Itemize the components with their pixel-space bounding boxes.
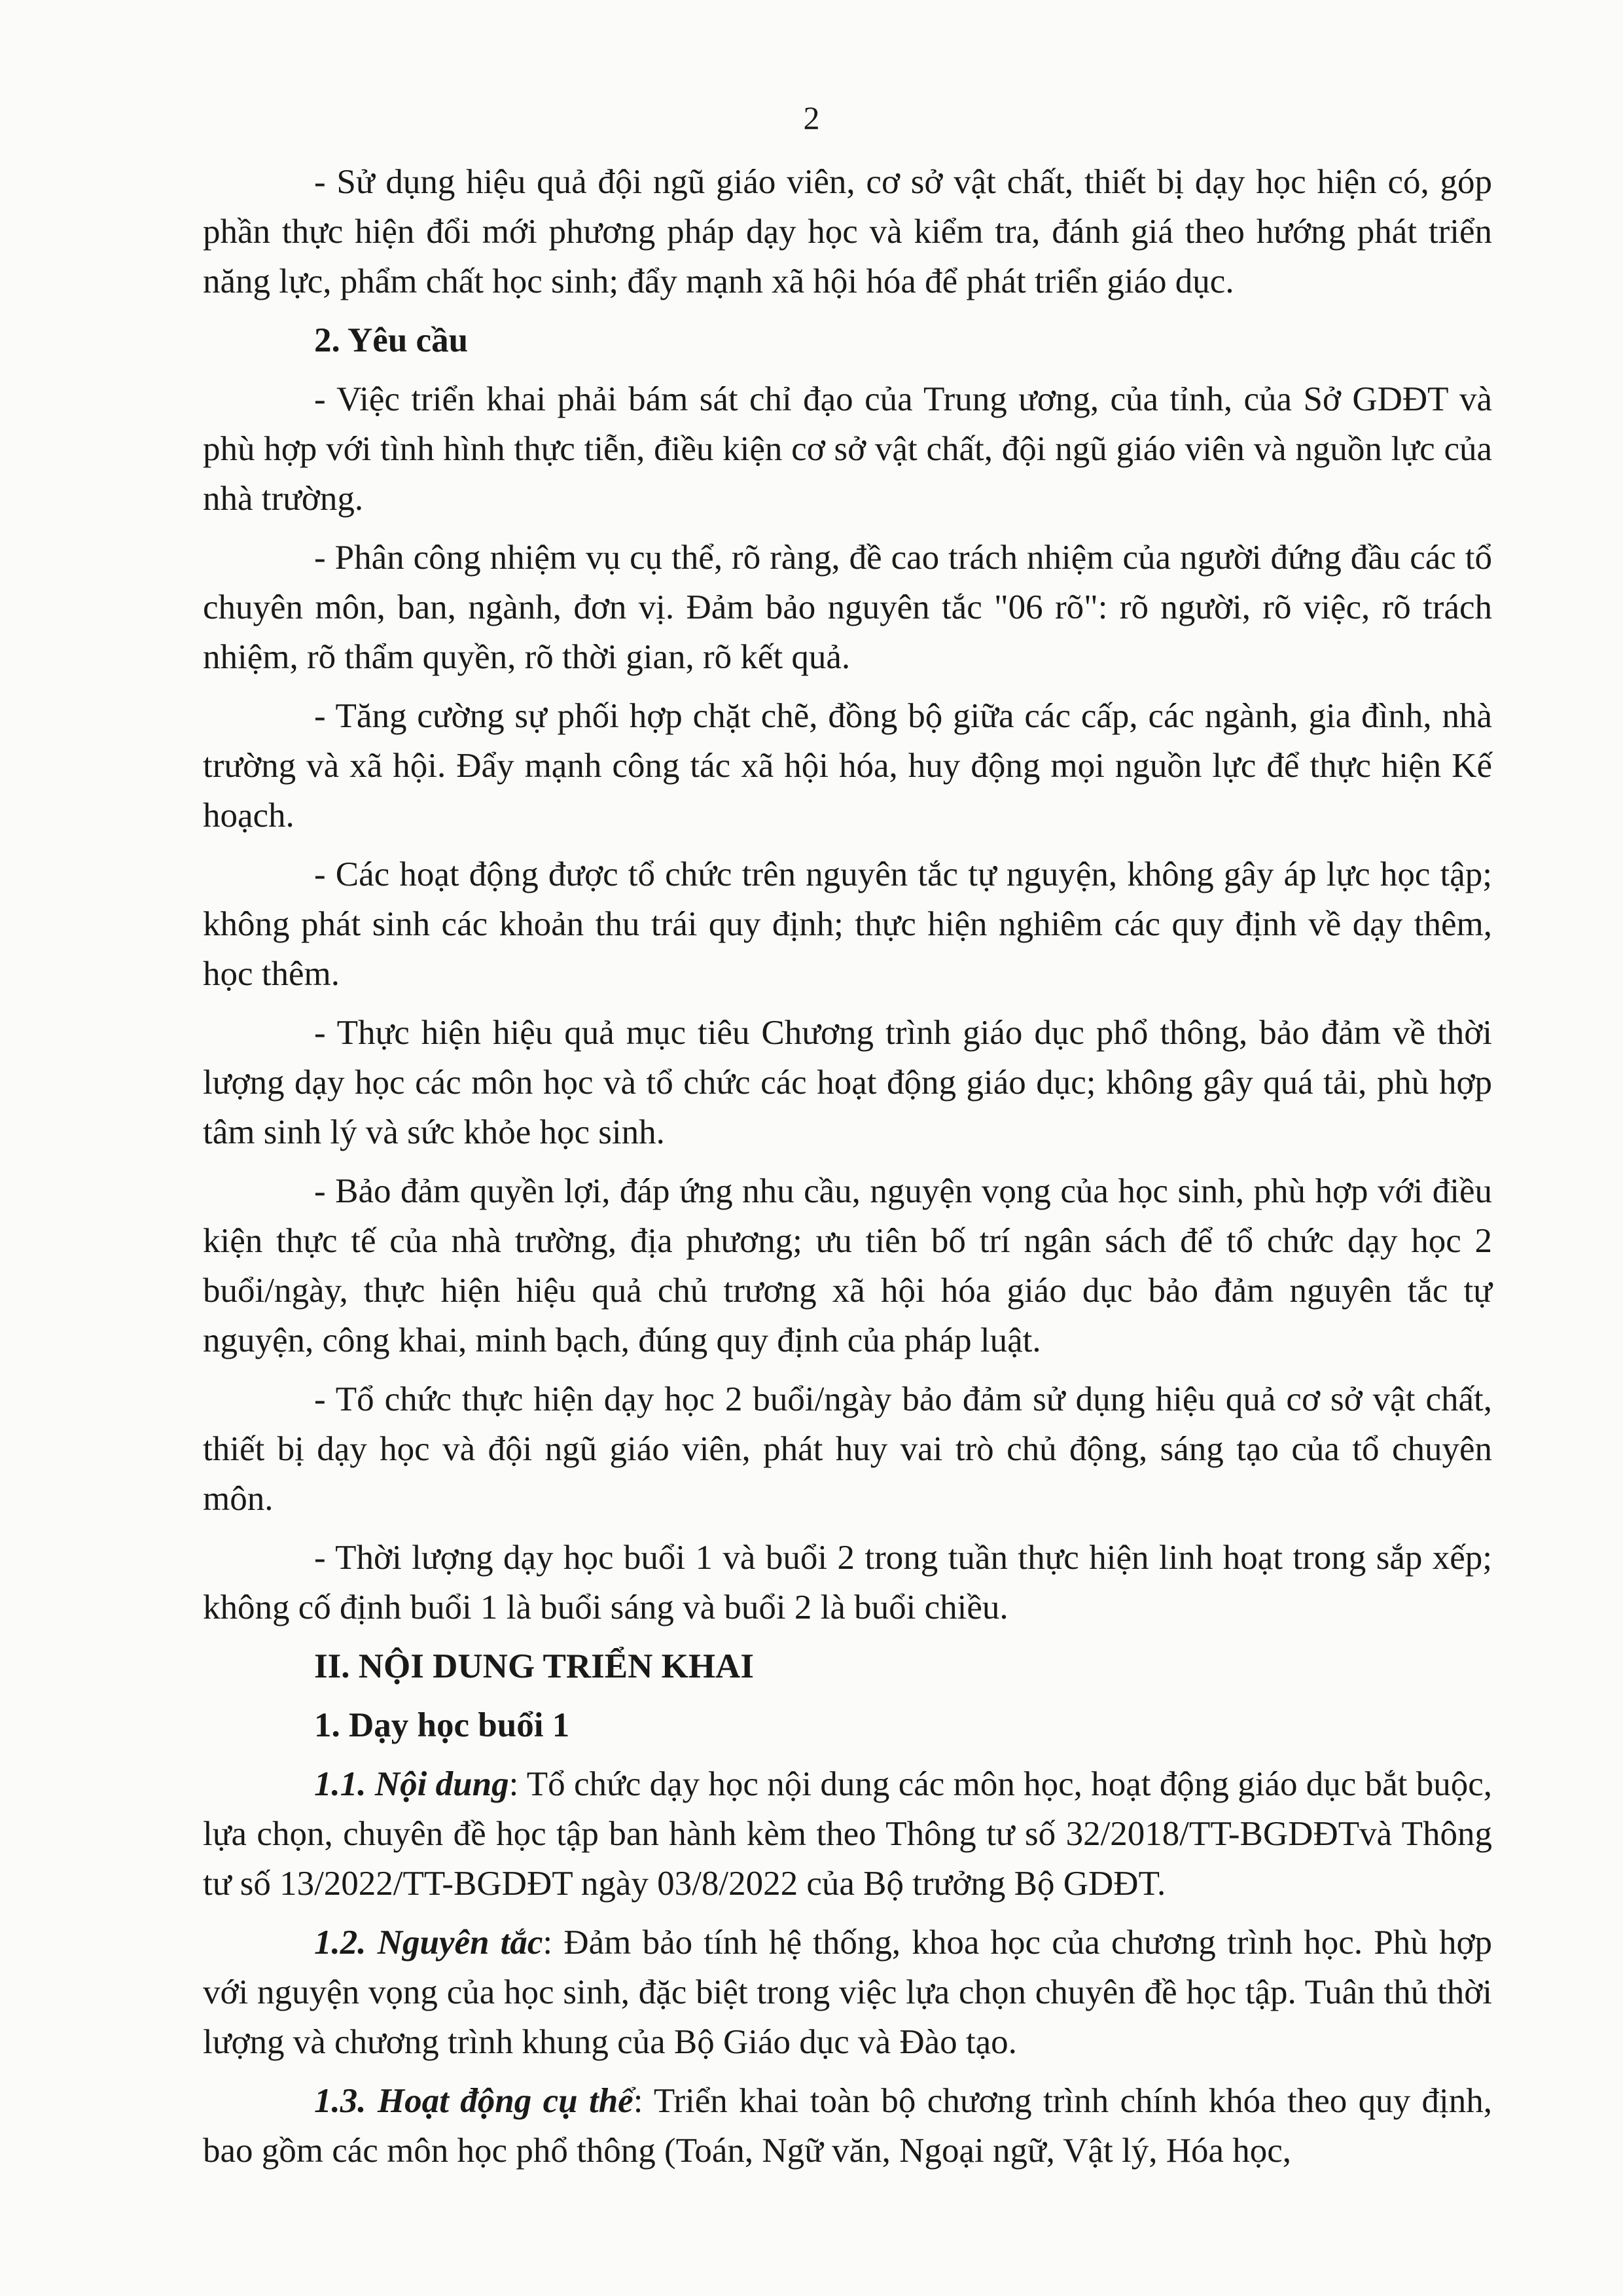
body-paragraph: - Phân công nhiệm vụ cụ thể, rõ ràng, đề cao trách nhiệm của người đứng đầu các tổ chuyên môn, ban, ngành, đơn vị. Đảm bảo nguyên tắc "06 rõ": rõ người, rõ việc, rõ trách nhiệm, rõ thẩm quyền, rõ thời gian, rõ kết quả.: [203, 539, 1492, 676]
subsection-text: : Đảm bảo tính hệ thống, khoa học của chương trình học. Phù hợp với nguyện vọng của học sinh, đặc biệt trong việc lựa chọn chuyên đề học tập. Tuân thủ thời lượng và chương trình khung của Bộ Giáo dục và Đào tạo.: [203, 1924, 1492, 2061]
subsection-paragraph: [203, 2076, 1492, 2176]
subsection-lead: 1.3. Hoạt động cụ thể: [314, 2082, 633, 2120]
body-paragraph: - Sử dụng hiệu quả đội ngũ giáo viên, cơ sở vật chất, thiết bị dạy học hiện có, góp phần thực hiện đổi mới phương pháp dạy học và kiểm tra, đánh giá theo hướng phát triển năng lực, phẩm chất học sinh; đẩy mạnh xã hội hóa để phát triển giáo dục.: [203, 163, 1492, 300]
subsection-text: : Tổ chức dạy học nội dung các môn học, hoạt động giáo dục bắt buộc, lựa chọn, chuyên đề học tập ban hành kèm theo Thông tư số 32/2018/TT-BGDĐTvà Thông tư số 13/2022/TT-BGDĐT ngày 03/8/2022 của Bộ trưởng Bộ GDĐT.: [203, 1765, 1493, 1903]
body-paragraph: - Tăng cường sự phối hợp chặt chẽ, đồng bộ giữa các cấp, các ngành, gia đình, nhà trường và xã hội. Đẩy mạnh công tác xã hội hóa, huy động mọi nguồn lực để thực hiện Kế hoạch.: [203, 697, 1492, 834]
subsection-lead: 1.2. Nguyên tắc: [314, 1924, 543, 1962]
body-paragraph: - Bảo đảm quyền lợi, đáp ứng nhu cầu, nguyện vọng của học sinh, phù hợp với điều kiện thực tế của nhà trường, địa phương; ưu tiên bố trí ngân sách để tổ chức dạy học 2 buổi/ngày, thực hiện hiệu quả chủ trương xã hội hóa giáo dục bảo đảm nguyên tắc tự nguyện, công khai, minh bạch, đúng quy định của pháp luật.: [203, 1172, 1492, 1359]
page-number: 2: [803, 99, 820, 136]
section-heading: 2. Yêu cầu: [314, 321, 469, 359]
subsection-paragraph: [203, 1918, 1492, 2067]
subsection-lead: 1.1. Nội dung: [314, 1765, 509, 1803]
body-paragraph: - Thực hiện hiệu quả mục tiêu Chương trình giáo dục phổ thông, bảo đảm về thời lượng dạy học các môn học và tổ chức các hoạt động giáo dục; không gây quá tải, phù hợp tâm sinh lý và sức khỏe học sinh.: [203, 1014, 1492, 1151]
section-heading: 1. Dạy học buổi 1: [314, 1706, 570, 1744]
subsection-text: : Triển khai toàn bộ chương trình chính khóa theo quy định, bao gồm các môn học phổ thông (Toán, Ngữ văn, Ngoại ngữ, Vật lý, Hóa học,: [203, 2082, 1492, 2170]
body-paragraph: - Các hoạt động được tổ chức trên nguyên tắc tự nguyện, không gây áp lực học tập; không phát sinh các khoản thu trái quy định; thực hiện nghiêm các quy định về dạy thêm, học thêm.: [203, 855, 1492, 993]
document-body: [203, 157, 1492, 2185]
section-heading: II. NỘI DUNG TRIỂN KHAI: [314, 1647, 754, 1685]
body-paragraph: - Tổ chức thực hiện dạy học 2 buổi/ngày bảo đảm sử dụng hiệu quả cơ sở vật chất, thiết bị dạy học và đội ngũ giáo viên, phát huy vai trò chủ động, sáng tạo của tổ chuyên môn.: [203, 1380, 1492, 1518]
subsection-paragraph: [203, 1759, 1492, 1909]
body-paragraph: - Thời lượng dạy học buổi 1 và buổi 2 trong tuần thực hiện linh hoạt trong sắp xếp; không cố định buổi 1 là buổi sáng và buổi 2 là buổi chiều.: [203, 1539, 1492, 1626]
body-paragraph: - Việc triển khai phải bám sát chỉ đạo của Trung ương, của tỉnh, của Sở GDĐT và phù hợp với tình hình thực tiễn, điều kiện cơ sở vật chất, đội ngũ giáo viên và nguồn lực của nhà trường.: [203, 380, 1492, 518]
